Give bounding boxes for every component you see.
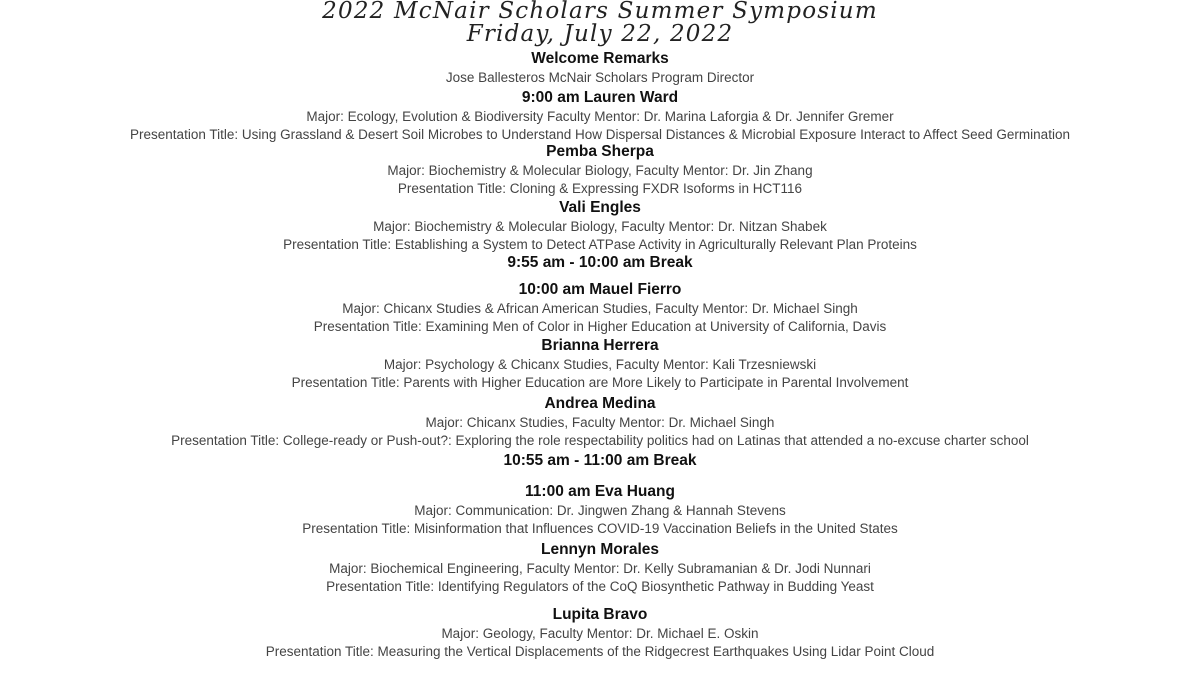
item-heading-vali-engles: Vali Engles bbox=[559, 199, 641, 216]
item-heading-andrea-medina: Andrea Medina bbox=[544, 395, 656, 412]
item-presentation-title: Presentation Title: Measuring the Vertical Displacements of the Ridgecrest Earthquakes Using Lidar Point Cloud bbox=[265, 644, 935, 659]
item-major: Major: Biochemistry & Molecular Biology, Faculty Mentor: Dr. Jin Zhang bbox=[387, 163, 813, 178]
item-presentation-title: Presentation Title: Using Grassland & Desert Soil Microbes to Understand How Dispersal Distances & Microbial Exposure Interact to Affect Seed Germination bbox=[130, 127, 1070, 142]
event-date: Friday, July 22, 2022 bbox=[466, 21, 734, 47]
break-heading: 9:55 am - 10:00 am Break bbox=[507, 254, 693, 271]
item-detail: Jose Ballesteros McNair Scholars Program Director bbox=[445, 70, 755, 85]
item-heading-mauel-fierro: 10:00 am Mauel Fierro bbox=[518, 281, 682, 298]
break-heading: 10:55 am - 11:00 am Break bbox=[503, 452, 697, 469]
item-heading-welcome: Welcome Remarks bbox=[531, 50, 669, 67]
item-presentation-title: Presentation Title: Examining Men of Color in Higher Education at University of California, Davis bbox=[313, 319, 887, 334]
item-presentation-title: Presentation Title: Identifying Regulators of the CoQ Biosynthetic Pathway in Budding Yeast bbox=[326, 579, 874, 594]
item-major: Major: Communication: Dr. Jingwen Zhang & Hannah Stevens bbox=[414, 503, 786, 518]
item-heading-brianna-herrera: Brianna Herrera bbox=[541, 337, 659, 354]
item-major: Major: Chicanx Studies, Faculty Mentor: Dr. Michael Singh bbox=[425, 415, 775, 430]
item-major: Major: Biochemistry & Molecular Biology, Faculty Mentor: Dr. Nitzan Shabek bbox=[373, 219, 827, 234]
item-major: Major: Psychology & Chicanx Studies, Faculty Mentor: Kali Trzesniewski bbox=[383, 357, 817, 372]
item-major: Major: Geology, Faculty Mentor: Dr. Michael E. Oskin bbox=[441, 626, 759, 641]
item-heading-pemba-sherpa: Pemba Sherpa bbox=[546, 143, 654, 160]
item-major: Major: Biochemical Engineering, Faculty Mentor: Dr. Kelly Subramanian & Dr. Jodi Nunnari bbox=[329, 561, 871, 576]
item-heading-eva-huang: 11:00 am Eva Huang bbox=[525, 483, 675, 500]
item-heading-lennyn-morales: Lennyn Morales bbox=[541, 541, 659, 558]
page-title: 2022 McNair Scholars Summer Symposium bbox=[322, 0, 878, 24]
item-presentation-title: Presentation Title: College-ready or Push-out?: Exploring the role respectability politics had on Latinas that attended a no-excuse charter school bbox=[171, 433, 1029, 448]
item-presentation-title: Presentation Title: Establishing a System to Detect ATPase Activity in Agriculturally Relevant Plan Proteins bbox=[283, 237, 917, 252]
item-presentation-title: Presentation Title: Misinformation that Influences COVID-19 Vaccination Beliefs in the United States bbox=[302, 521, 898, 536]
item-presentation-title: Presentation Title: Cloning & Expressing FXDR Isoforms in HCT116 bbox=[397, 181, 803, 196]
item-heading-lupita-bravo: Lupita Bravo bbox=[552, 606, 648, 623]
item-major: Major: Ecology, Evolution & Biodiversity Faculty Mentor: Dr. Marina Laforgia & Dr. Jennifer Gremer bbox=[306, 109, 894, 124]
item-major: Major: Chicanx Studies & African American Studies, Faculty Mentor: Dr. Michael Singh bbox=[342, 301, 858, 316]
item-presentation-title: Presentation Title: Parents with Higher Education are More Likely to Participate in Parental Involvement bbox=[291, 375, 909, 390]
item-heading-lauren-ward: 9:00 am Lauren Ward bbox=[521, 89, 679, 106]
